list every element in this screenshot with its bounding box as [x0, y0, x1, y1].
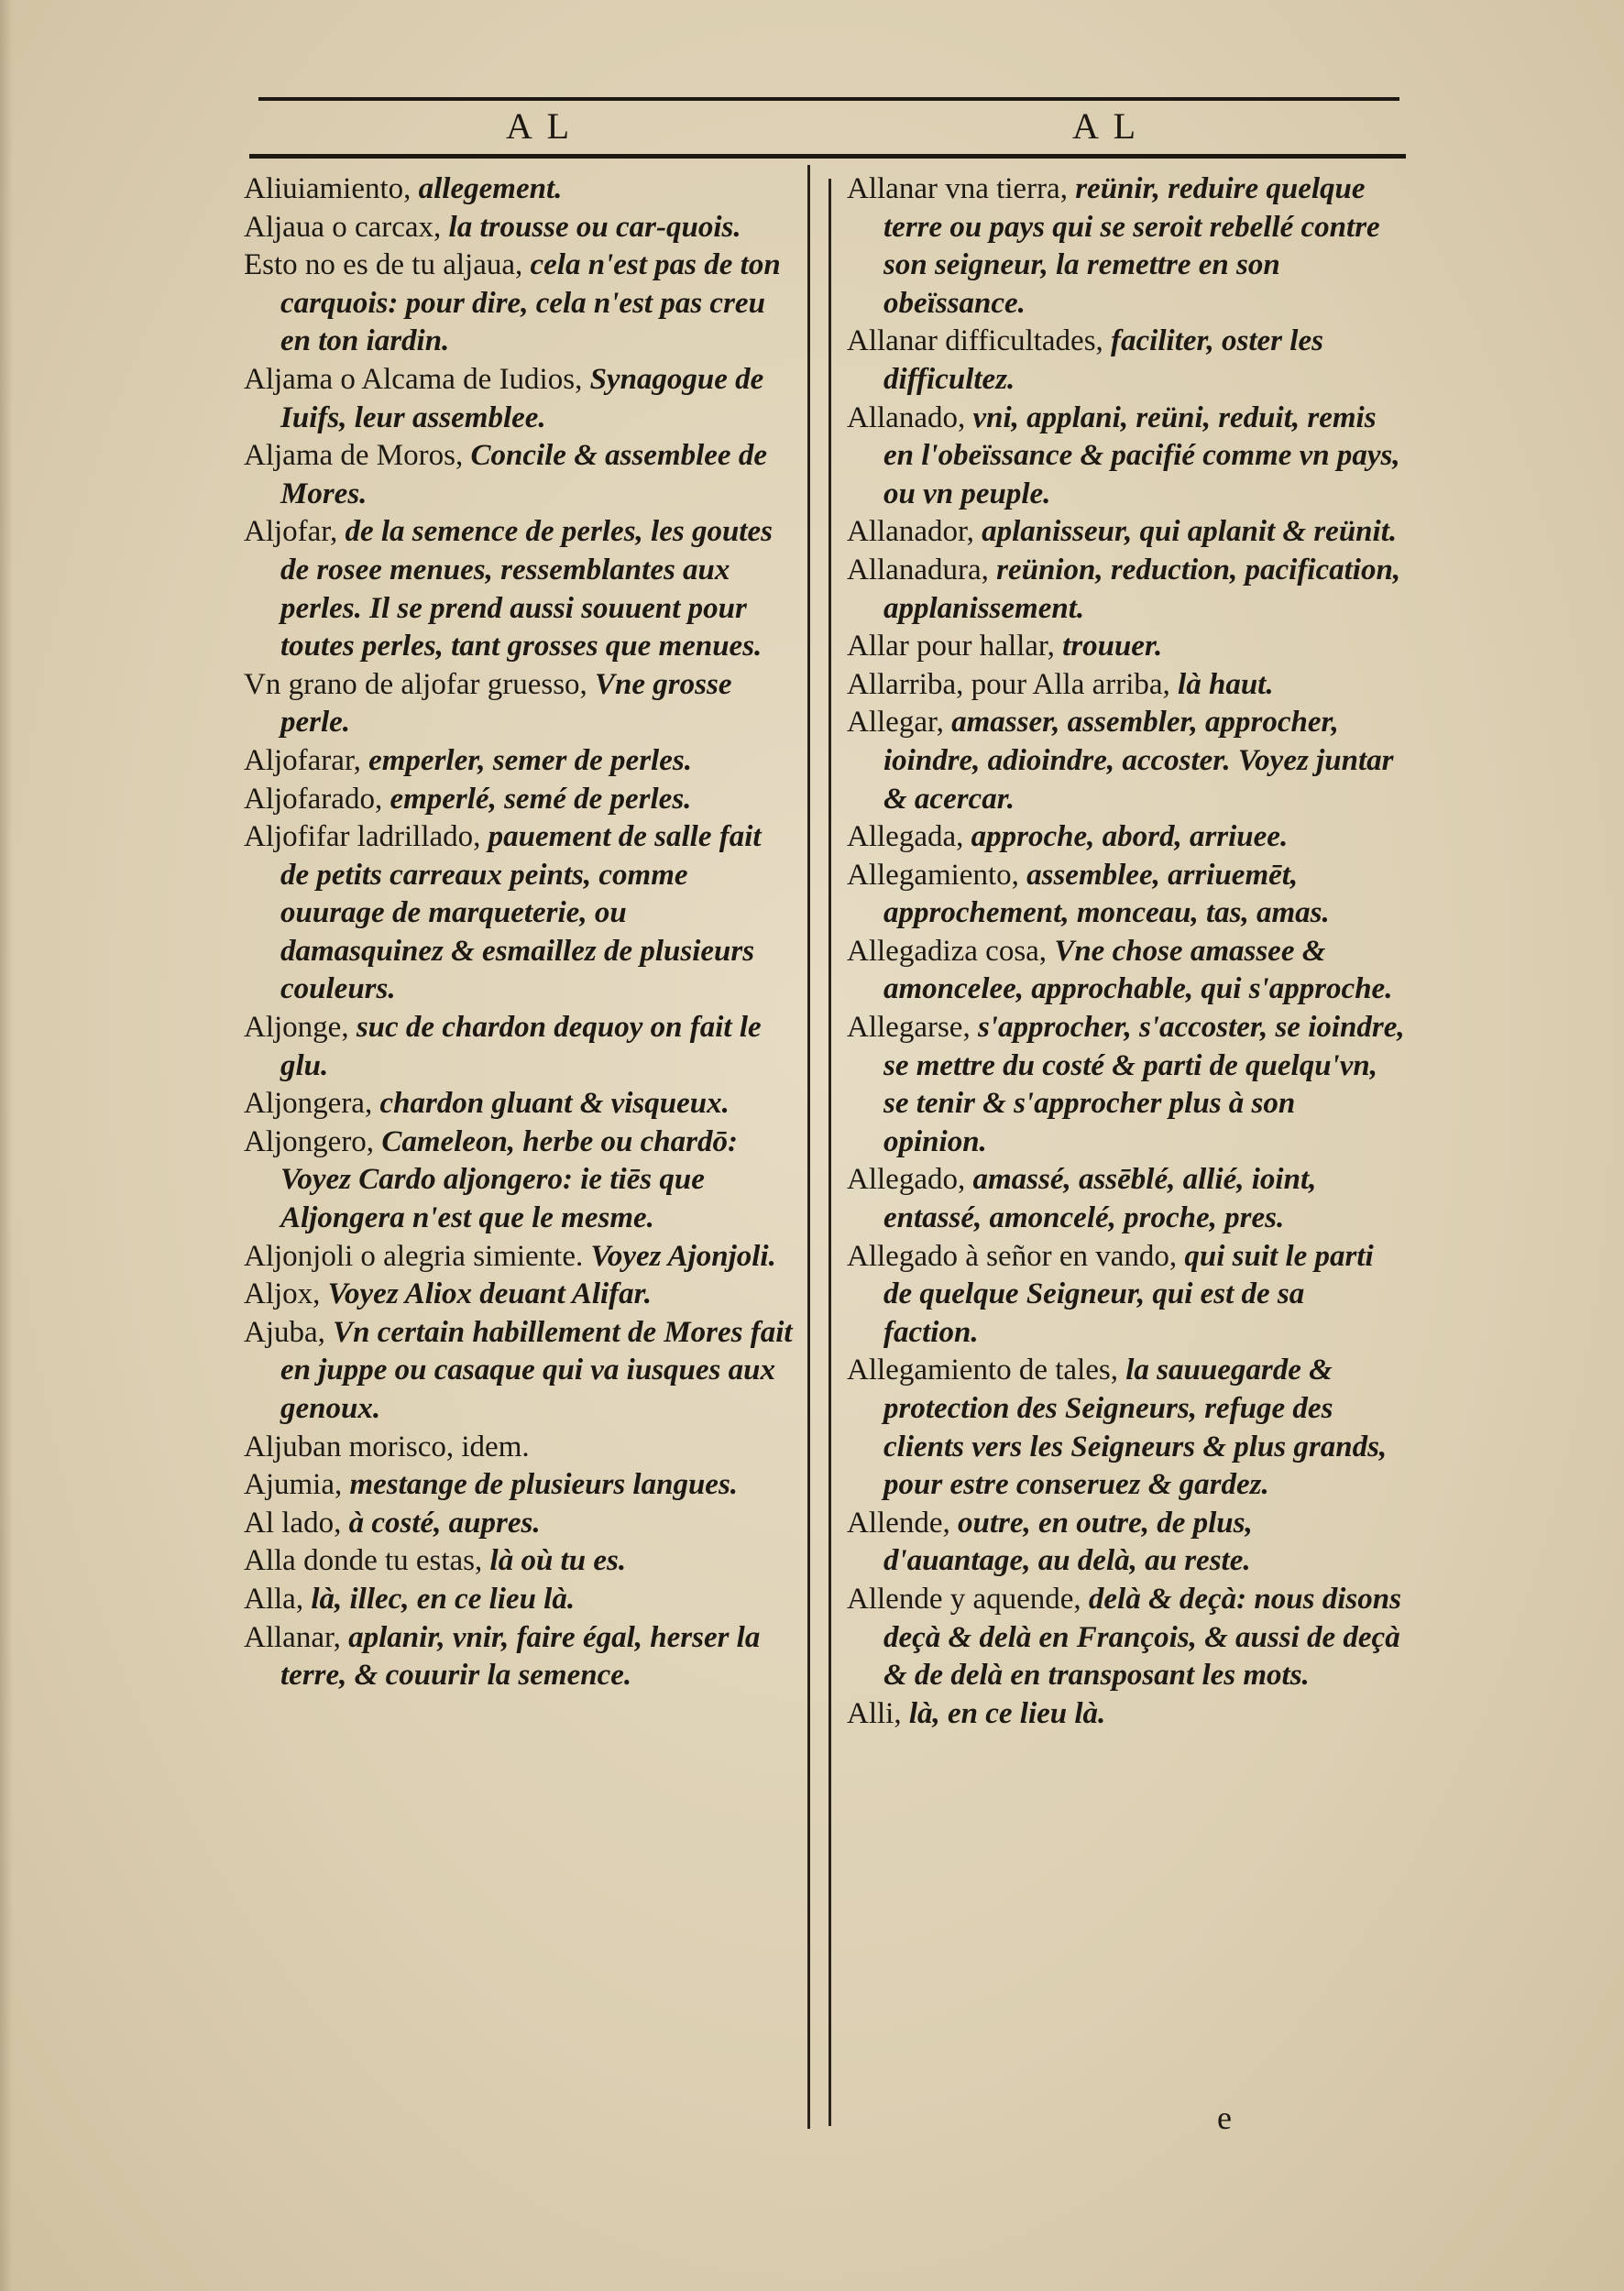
- definition: amasser, assembler, approcher, ioindre, adioindre, accoster. Voyez juntar & acercar.: [883, 706, 1394, 816]
- headword: Aljonge,: [244, 1011, 349, 1045]
- dictionary-entry: [847, 1352, 1406, 1504]
- definition: là où tu es.: [489, 1544, 627, 1578]
- definition: qui suit le parti de quelque Seigneur, qui est de sa faction.: [883, 1239, 1374, 1349]
- headword: Allanar difficultades,: [847, 324, 1103, 358]
- dictionary-entry: [244, 1505, 794, 1543]
- running-head-right: A L: [1072, 105, 1140, 147]
- definition: là haut.: [1178, 667, 1274, 701]
- headword: Aljofarar,: [244, 743, 361, 777]
- top-rule: [258, 97, 1399, 101]
- dictionary-entry: [847, 323, 1406, 399]
- headword: Allegar,: [847, 706, 944, 740]
- headword: Allegado à señor en vando,: [847, 1239, 1178, 1273]
- dictionary-entry: [847, 552, 1406, 628]
- definition: la sauuegarde & protection des Seigneurs, refuge des clients vers les Seigneurs & plus grands, pour estre conseruez & gardez.: [883, 1354, 1388, 1502]
- dictionary-entry: [244, 437, 794, 513]
- headword: Aljuban morisco, idem.: [244, 1430, 530, 1463]
- dictionary-entry: [847, 628, 1406, 666]
- definition: là, en ce lieu là.: [908, 1696, 1106, 1730]
- dictionary-entry: [244, 818, 794, 1009]
- dictionary-entry: [847, 933, 1406, 1009]
- definition: approche, abord, arriuee.: [971, 820, 1289, 854]
- dictionary-entry: [847, 1009, 1406, 1161]
- headword: Allarriba, pour Alla arriba,: [847, 667, 1170, 701]
- headword: Aljofifar ladrillado,: [244, 820, 481, 854]
- headword: Allegamiento de tales,: [847, 1354, 1118, 1387]
- dictionary-entry: [244, 247, 794, 361]
- signature-mark: e: [1217, 2099, 1232, 2136]
- headword: Aliuiamiento,: [244, 172, 411, 205]
- headword: Vn grano de aljofar gruesso,: [244, 667, 587, 701]
- dictionary-entry: [244, 513, 794, 665]
- definition: emperler, semer de perles.: [368, 743, 692, 777]
- dictionary-entry: [847, 170, 1406, 323]
- dictionary-entry: [244, 1009, 794, 1085]
- definition: Vn certain habillement de Mores fait en juppe ou casaque qui va iusques aux genoux.: [280, 1315, 793, 1425]
- dictionary-entry: [847, 1505, 1406, 1581]
- dictionary-entry: [244, 1429, 794, 1467]
- dictionary-entry: [244, 1085, 794, 1124]
- dictionary-entry: [244, 666, 794, 742]
- left-column: [244, 170, 794, 1695]
- dictionary-entry: [847, 1695, 1406, 1734]
- definition: pauement de salle fait de petits carreaux peints, comme ouurage de marqueterie, ou damasquinez & esmaillez de plusieurs couleurs.: [280, 820, 762, 1006]
- definition: faciliter, oster les difficultez.: [883, 324, 1323, 396]
- headword: Allegarse,: [847, 1011, 971, 1045]
- definition: allegement.: [418, 172, 563, 205]
- headword: Allanador,: [847, 515, 974, 549]
- dictionary-entry: [244, 1581, 794, 1619]
- headword: Allegadiza cosa,: [847, 934, 1048, 968]
- dictionary-entry: [244, 742, 794, 781]
- headword: Allanar vna tierra,: [847, 172, 1068, 205]
- dictionary-entry: [244, 1276, 794, 1314]
- headword: Aljama o Alcama de Iudios,: [244, 362, 583, 396]
- dictionary-entry: [244, 361, 794, 437]
- definition: Vne chose amassee & amoncelee, approchable, qui s'approche.: [883, 934, 1393, 1006]
- headword: Allegada,: [847, 820, 964, 854]
- definition: Cameleon, herbe ou chardō: Voyez Cardo aljongero: ie tiēs que Aljongera n'est que le mesme.: [280, 1124, 738, 1235]
- headword: Allanadura,: [847, 553, 989, 586]
- dictionary-entry: [847, 1581, 1406, 1695]
- dictionary-entry: [244, 1466, 794, 1505]
- dictionary-entry: [847, 513, 1406, 552]
- headword: Aljofar,: [244, 515, 338, 549]
- headword: Allar pour hallar,: [847, 630, 1055, 663]
- dictionary-entry: [244, 1124, 794, 1238]
- definition: trouuer.: [1062, 630, 1163, 663]
- dictionary-entry: [244, 1238, 794, 1277]
- dictionary-entry: [847, 1161, 1406, 1237]
- definition: aplanir, vnir, faire égal, herser la terre, & couurir la semence.: [280, 1620, 761, 1693]
- headword: Alla,: [244, 1582, 304, 1616]
- headword: Aljaua o carcax,: [244, 210, 442, 244]
- dictionary-entry: [847, 818, 1406, 857]
- definition: cela n'est pas de ton carquois: pour dire, cela n'est pas creu en ton iardin.: [280, 248, 781, 358]
- definition: s'approcher, s'accoster, se ioindre, se mettre du costé & parti de quelqu'vn, se tenir & s'approcher plus à son opinion.: [883, 1011, 1405, 1158]
- right-column: [847, 170, 1406, 1733]
- definition: Vne grosse perle.: [280, 667, 732, 740]
- definition: reünion, reduction, pacification, applanissement.: [883, 553, 1401, 625]
- dictionary-entry: [847, 666, 1406, 705]
- dictionary-entry: [244, 1619, 794, 1695]
- dictionary-entry: [847, 857, 1406, 933]
- dictionary-entry: [244, 170, 794, 209]
- headword: Allanar,: [244, 1620, 341, 1654]
- definition: la trousse ou car-quois.: [448, 210, 741, 244]
- definition: mestange de plusieurs langues.: [349, 1468, 739, 1502]
- headword: Aljonjoli o alegria simiente.: [244, 1239, 584, 1273]
- dictionary-entry: [244, 781, 794, 819]
- headword: Aljofarado,: [244, 782, 383, 816]
- headword: Allegado,: [847, 1163, 966, 1197]
- headword: Allegamiento,: [847, 858, 1019, 892]
- definition: emperlé, semé de perles.: [390, 782, 692, 816]
- dictionary-entry: [244, 209, 794, 247]
- headword: Aljama de Moros,: [244, 439, 464, 473]
- header-rule: [249, 154, 1406, 159]
- definition: de la semence de perles, les goutes de rosee menues, ressemblantes aux perles. Il se prend aussi souuent pour toutes perles, tant grosses que menues.: [280, 515, 773, 663]
- definition: Synagogue de Iuifs, leur assemblee.: [280, 362, 764, 434]
- dictionary-entry: [244, 1542, 794, 1581]
- definition: Voyez Ajonjoli.: [590, 1239, 776, 1273]
- headword: Aljongera,: [244, 1087, 373, 1121]
- definition: reünir, reduire quelque terre ou pays qui se seroit rebellé contre son seigneur, la remettre en son obeïssance.: [883, 172, 1380, 320]
- column-rule: [828, 179, 831, 2126]
- dictionary-entry: [847, 704, 1406, 818]
- headword: Allende,: [847, 1506, 950, 1540]
- headword: Allende y aquende,: [847, 1582, 1081, 1616]
- dictionary-entry: [847, 1238, 1406, 1353]
- headword: Aljongero,: [244, 1124, 375, 1158]
- headword: Ajuba,: [244, 1315, 325, 1349]
- definition: outre, en outre, de plus, d'auantage, au delà, au reste.: [883, 1506, 1253, 1578]
- definition: amassé, assēblé, allié, ioint, entassé, amoncelé, proche, pres.: [883, 1163, 1317, 1235]
- definition: vni, applani, reüni, reduit, remis en l'obeïssance & pacifié comme vn pays, ou vn peuple.: [883, 400, 1400, 510]
- definition: assemblee, arriuemēt, approchement, monceau, tas, amas.: [883, 858, 1330, 930]
- headword: Esto no es de tu aljaua,: [244, 248, 523, 282]
- headword: Alli,: [847, 1696, 902, 1730]
- definition: suc de chardon dequoy on fait le glu.: [280, 1011, 762, 1082]
- headword: Allanado,: [847, 400, 966, 434]
- headword: Ajumia,: [244, 1468, 343, 1502]
- definition: delà & deçà: nous disons deçà & delà en François, & aussi de deçà & de delà en transposant les mots.: [883, 1582, 1401, 1693]
- definition: aplanisseur, qui aplanit & reünit.: [982, 515, 1398, 549]
- dictionary-entry: [847, 400, 1406, 514]
- column-rule: [807, 165, 810, 2129]
- page-edge-shadow: [0, 0, 13, 2291]
- definition: Voyez Aliox deuant Alifar.: [327, 1277, 652, 1311]
- definition: chardon gluant & visqueux.: [379, 1087, 730, 1121]
- definition: là, illec, en ce lieu là.: [311, 1582, 576, 1616]
- headword: Al lado,: [244, 1506, 342, 1540]
- running-head-left: A L: [506, 105, 574, 147]
- definition: à costé, aupres.: [348, 1506, 541, 1540]
- headword: Alla donde tu estas,: [244, 1544, 483, 1578]
- definition: Concile & assemblee de Mores.: [280, 439, 767, 510]
- dictionary-entry: [244, 1314, 794, 1429]
- headword: Aljox,: [244, 1277, 321, 1311]
